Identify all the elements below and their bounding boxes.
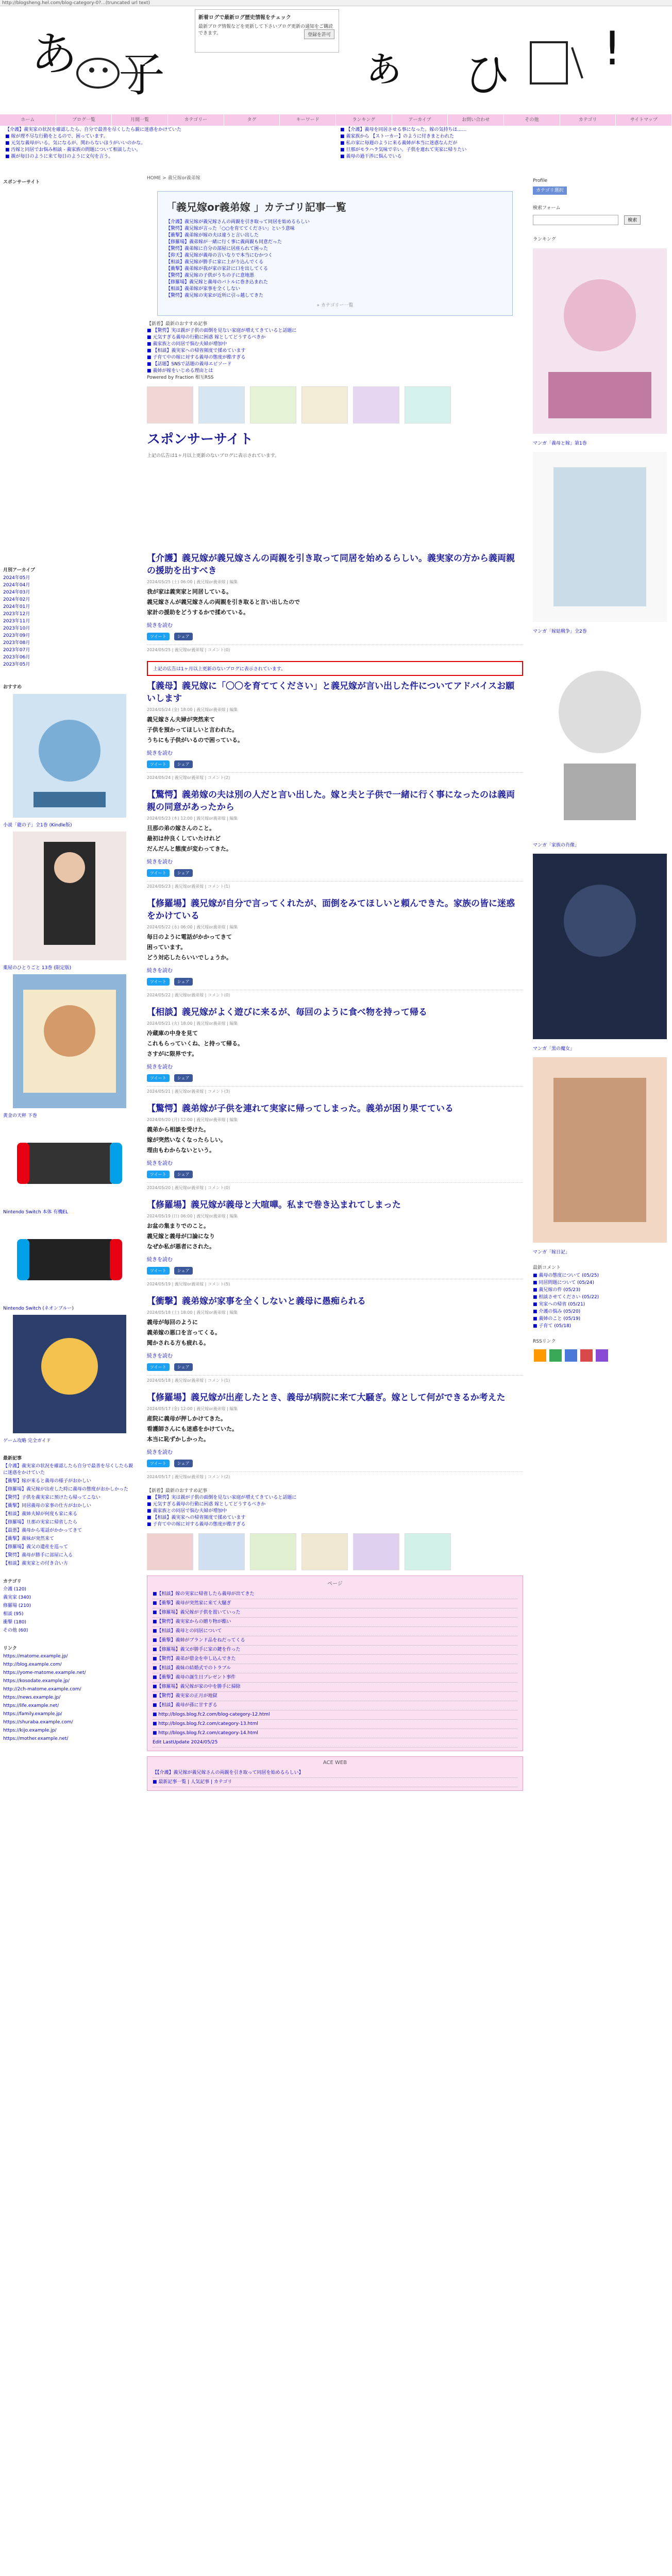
- ranking-title: ランキング: [533, 237, 556, 242]
- popup-body: 最新ブログ情報などを更新して下さいブログ更新の通知をご購読できます。: [198, 24, 333, 36]
- article-meta: 2024/05/21 (火) 18:00 | 義兄嫁or義弟嫁 | 編集: [147, 1021, 238, 1026]
- nav-item[interactable]: ランキング: [336, 114, 392, 126]
- main-content: [147, 175, 523, 1796]
- article-block: [147, 1103, 523, 1191]
- news-box: [147, 321, 523, 381]
- ad-thumbnail[interactable]: [147, 1533, 193, 1570]
- article-block: [147, 897, 523, 998]
- article-body-line: 義弟嫁の悪口を言ってくる。: [147, 1329, 221, 1336]
- header-doodle: [67, 37, 160, 99]
- category-list-box: [157, 191, 513, 316]
- manga-cover-image[interactable]: [533, 640, 667, 836]
- read-more-link[interactable]: 続きを読む: [147, 859, 173, 865]
- ad-thumbnail[interactable]: [405, 386, 451, 423]
- header-logo-char-2: 子: [119, 48, 165, 102]
- article-block: [147, 1295, 523, 1383]
- browser-url-bar[interactable]: http://blogsheng.hel.com/blog-category-0?...(truncated url text): [0, 0, 672, 6]
- share-button[interactable]: シェア: [174, 760, 193, 768]
- external-link[interactable]: https://life.example.net/: [3, 1703, 59, 1708]
- read-more-link[interactable]: 続きを読む: [147, 1450, 173, 1455]
- article-body-line: 最初は仲良くしていたけれど: [147, 835, 221, 842]
- archive-link[interactable]: 2024年03月: [3, 590, 30, 595]
- share-button[interactable]: シェア: [174, 978, 193, 986]
- archive-link[interactable]: 2024年01月: [3, 604, 30, 609]
- share-button[interactable]: シェア: [174, 1171, 193, 1178]
- page-list-link[interactable]: ■【衝撃】義姉がブランド品をねだってくる: [153, 1636, 517, 1646]
- category-article-link[interactable]: 【驚愕】義兄嫁が言った「○○を育ててください」という意味: [166, 226, 295, 231]
- news-link[interactable]: ■ 子育て中の嫁に対する義母の態度が酷すぎる: [147, 1522, 246, 1527]
- nav-item[interactable]: タグ: [224, 114, 280, 126]
- article-body-line: 嫁が突然いなくなったらしい。: [147, 1137, 226, 1143]
- header-logo-char-3: ぁ: [361, 38, 407, 92]
- page-list-link[interactable]: ■【相談】義妹の結婚式でのトラブル: [153, 1664, 517, 1673]
- tweet-button[interactable]: ツイート: [147, 1460, 170, 1467]
- right-sidebar: [531, 175, 672, 1379]
- external-link[interactable]: http://2ch-matome.example.com/: [3, 1687, 81, 1692]
- book-link[interactable]: 小説「龍の子」全1巻 (Kindle版): [3, 823, 72, 828]
- external-link[interactable]: http://blog.example.com/: [3, 1662, 62, 1667]
- comments-title: 最新コメント: [533, 1265, 561, 1270]
- read-more-link[interactable]: 続きを読む: [147, 1064, 173, 1070]
- external-link[interactable]: https://mother.example.net/: [3, 1736, 69, 1741]
- external-link[interactable]: https://news.example.jp/: [3, 1695, 61, 1700]
- news-link[interactable]: ■ 【話題】SNSで話題の義母エピソード: [147, 362, 232, 367]
- book-cover-image[interactable]: [13, 694, 126, 818]
- article-meta: 2024/05/20 (月) 12:00 | 義兄嫁or義弟嫁 | 編集: [147, 1117, 238, 1122]
- article-title[interactable]: 【衝撃】義弟嫁が家事を全くしないと義母に愚痴られる: [147, 1296, 366, 1307]
- article-meta: 2024/05/19 (日) 06:00 | 義兄嫁or義弟嫁 | 編集: [147, 1214, 238, 1218]
- header-logo-char-4: ひ: [464, 48, 510, 102]
- read-more-link[interactable]: 続きを読む: [147, 968, 173, 974]
- header-logo-char-1: あ: [31, 27, 77, 81]
- product-image[interactable]: [13, 1218, 126, 1301]
- nav-item[interactable]: その他: [504, 114, 560, 126]
- headline-ticker: [0, 127, 672, 174]
- tweet-button[interactable]: ツイート: [147, 978, 170, 986]
- article-body-line: なぜか私が悪者にされた。: [147, 1243, 215, 1250]
- ticker-link[interactable]: ■ 汚嫁と同居でお悩み相談 - 義家族の問題について相談したい。: [5, 147, 141, 152]
- news-link[interactable]: ■ 義家族との同居で悩む夫婦が増加中: [147, 342, 227, 347]
- article-body-line: 産院に義母が押しかけてきた。: [147, 1415, 226, 1422]
- share-button[interactable]: シェア: [174, 1363, 193, 1371]
- tweet-button[interactable]: ツイート: [147, 1074, 170, 1082]
- page-list-link[interactable]: ■【修羅場】義兄嫁が子供を置いていった: [153, 1608, 517, 1618]
- popup-title: 新着ログで最新ログ歴史情報をチェック: [198, 15, 291, 21]
- ticker-link[interactable]: ■ 嫁が理不尽な行動をとるので、困っています。: [5, 134, 108, 139]
- archive-link[interactable]: 2023年09月: [3, 633, 30, 638]
- category-more-link[interactable]: » カテゴリー一覧: [316, 303, 354, 308]
- category-article-link[interactable]: 【驚愕】義弟嫁に自分の部屋に居座られて困った: [166, 246, 268, 251]
- article-body-line: さすがに限界です。: [147, 1050, 198, 1057]
- comment-link[interactable]: ■ 子育て (05/18): [533, 1324, 572, 1329]
- external-link[interactable]: https://kosodate.example.jp/: [3, 1679, 70, 1684]
- page-list-link[interactable]: ■【修羅場】義父が勝手に家の鍵を作った: [153, 1646, 517, 1655]
- article-block: [147, 552, 523, 653]
- ad-thumbnail[interactable]: [250, 1533, 296, 1570]
- article-body-line: だんだんと態度が変わってきた。: [147, 845, 232, 852]
- ticker-link[interactable]: ■ 旦那がモラハラ気味で辛い。子供を連れて実家に帰りたい: [340, 147, 467, 152]
- article-body-line: 聞かされる方も疲れる。: [147, 1340, 209, 1346]
- article-footer: 2024/05/22 | 義兄嫁or義弟嫁 | コメント(0): [147, 990, 523, 998]
- news-link[interactable]: ■ 【相談】義実家への帰省頻度で揉めています: [147, 1515, 246, 1520]
- search-title: 検索フォーム: [533, 206, 561, 211]
- page-list-link[interactable]: ■ http://blogs.blog.fc2.com/blog-category-12.html: [153, 1710, 517, 1720]
- main-nav: [0, 114, 672, 126]
- archive-link[interactable]: 2024年04月: [3, 583, 30, 588]
- article-body-line: 本当に恥ずかしかった。: [147, 1436, 209, 1443]
- page-list-link[interactable]: ■ http://blogs.blog.fc2.com/category-13.html: [153, 1720, 517, 1729]
- ticker-link[interactable]: ■ 義家族から 【ストーカー】のように付きまとわれた: [340, 134, 455, 139]
- category-article-link[interactable]: 【相談】義弟嫁が家事を全くしない: [166, 286, 241, 292]
- ticker-link[interactable]: ■ 元気な義母がいる。気になるが、関わらないほうがいいのかな。: [5, 141, 146, 146]
- page-list-link[interactable]: ■【修羅場】義兄嫁が家の中を勝手に掃除: [153, 1683, 517, 1692]
- ticker-link[interactable]: ■ 義母の過干渉に悩んでいる: [340, 154, 402, 159]
- news-box-bottom: [147, 1488, 523, 1528]
- article-body-line: 義兄嫁さん夫婦が突然来て: [147, 716, 215, 723]
- product-link[interactable]: Nintendo Switch 本体 有機EL: [3, 1210, 68, 1215]
- category-article-link[interactable]: 【介護】義兄嫁が義兄嫁さんの両親を引き取って同居を始めるらしい: [166, 219, 310, 225]
- recent-entries-title: 最新記事: [3, 1456, 22, 1461]
- sponsor-title: スポンサーサイト: [147, 432, 254, 447]
- book-link[interactable]: ゲーム攻略 完全ガイド: [3, 1438, 51, 1444]
- archive-link[interactable]: 2023年11月: [3, 619, 30, 624]
- page-list-link[interactable]: ■【相談】義母が孫に甘すぎる: [153, 1701, 517, 1710]
- manga-link[interactable]: マンガ「家族の肖像」: [533, 843, 580, 848]
- article-body-line: うちにも子供がいるので困っている。: [147, 737, 243, 743]
- nav-item[interactable]: キーワード: [280, 114, 336, 126]
- archive-link[interactable]: 2024年02月: [3, 597, 30, 602]
- rss-title: RSSリンク: [533, 1339, 556, 1344]
- category-link[interactable]: 介護 (120): [3, 1587, 27, 1592]
- category-link[interactable]: 衝撃 (180): [3, 1620, 27, 1625]
- article-footer: 2024/05/19 | 義兄嫁or義弟嫁 | コメント(5): [147, 1279, 523, 1287]
- article-body-line: 理由もわからないという。: [147, 1147, 215, 1154]
- archive-link[interactable]: 2023年05月: [3, 662, 30, 667]
- read-more-link[interactable]: 続きを読む: [147, 1353, 173, 1359]
- article-footer: 2024/05/25 | 義兄嫁or義弟嫁 | コメント(0): [147, 645, 523, 653]
- search-button[interactable]: 検索: [624, 215, 641, 225]
- ace-web-title: ACE WEB: [323, 1760, 347, 1766]
- ad-thumbnail[interactable]: [301, 1533, 348, 1570]
- article-body-line: 困っています。: [147, 944, 187, 951]
- book-cover-image[interactable]: [13, 1315, 126, 1433]
- ace-web-link[interactable]: 【【介護】義兄嫁が義兄嫁さんの両親を引き取って同居を始めるらしい】: [153, 1769, 517, 1778]
- ad-row: [147, 1533, 523, 1570]
- category-article-link[interactable]: 【衝撃】義弟嫁が我が家の家計に口を出してくる: [166, 266, 268, 272]
- profile-category-button[interactable]: カテゴリ選択: [533, 187, 567, 195]
- article-block: [147, 680, 523, 781]
- share-button[interactable]: シェア: [174, 869, 193, 877]
- share-button[interactable]: シェア: [174, 633, 193, 640]
- ticker-link[interactable]: ■ 私の家に毎週のように来る義姉が本当に迷惑なんだが: [340, 141, 458, 146]
- ticker-link[interactable]: ■ 親が毎日のように来て毎日のように文句を言う。: [5, 154, 113, 159]
- manga-link[interactable]: マンガ「嫁日記」: [533, 1250, 570, 1255]
- article-footer: 2024/05/21 | 義兄嫁or義弟嫁 | コメント(3): [147, 1086, 523, 1094]
- external-link[interactable]: https://shuraba.example.com/: [3, 1720, 73, 1725]
- article-title[interactable]: 【修羅場】義兄嫁が義母と大喧嘩。私まで巻き込まれてしまった: [147, 1200, 401, 1210]
- sponsor-red-box[interactable]: 上記の広告は1ヶ月以上更新のないブログに表示されています。: [147, 661, 523, 676]
- recent-entry-link[interactable]: 【修羅場】義兄嫁が出産した時に義母の態度がおかしかった: [3, 1487, 129, 1492]
- article-title[interactable]: 【驚愕】義弟嫁が子供を連れて実家に帰ってしまった。義弟が困り果てている: [147, 1104, 453, 1114]
- nav-item[interactable]: アーカイブ: [392, 114, 448, 126]
- search-form: [531, 213, 672, 227]
- page-list-link[interactable]: ■【驚愕】義実家からの贈り物が酷い: [153, 1618, 517, 1627]
- ad-thumbnail[interactable]: [301, 386, 348, 423]
- page-list-link[interactable]: ■【相談】義母との同居について: [153, 1627, 517, 1636]
- article-title[interactable]: 【修羅場】義兄嫁が自分で言ってくれたが、面倒をみてほしいと頼んできた。家族の皆に迷惑をかけている: [147, 899, 515, 921]
- article-body-line: 我が家は義実家と同居している。: [147, 588, 232, 595]
- article-meta: 2024/05/17 (金) 12:00 | 義兄嫁or義弟嫁 | 編集: [147, 1406, 238, 1411]
- comment-link[interactable]: ■ 義姉のこと (05/19): [533, 1316, 581, 1321]
- article-block: [147, 1392, 523, 1480]
- recent-entry-link[interactable]: 【相談】義実家との付き合い方: [3, 1561, 69, 1566]
- category-article-link[interactable]: 【修羅場】義弟嫁が一緒に行く事に義両親も同意だった: [166, 240, 282, 245]
- nav-item[interactable]: ブログ一覧: [56, 114, 112, 126]
- ad-thumbnail[interactable]: [405, 1533, 451, 1570]
- nav-item[interactable]: 月間一覧: [112, 114, 168, 126]
- article-block: [147, 789, 523, 889]
- article-body-line: 義母が毎回のように: [147, 1319, 198, 1326]
- article-body-line: 毎日のように電話がかかってきて: [147, 934, 232, 940]
- read-more-link[interactable]: 続きを読む: [147, 1257, 173, 1263]
- header-logo-char-5: !: [603, 22, 622, 76]
- category-article-link[interactable]: 【驚愕】義兄嫁の実家が近所に引っ越してきた: [166, 293, 264, 298]
- tweet-button[interactable]: ツイート: [147, 1267, 170, 1275]
- ad-thumbnail[interactable]: [198, 1533, 245, 1570]
- left-section-title: スポンサーサイト: [3, 180, 40, 185]
- manga-cover-image[interactable]: [533, 452, 667, 622]
- read-more-link[interactable]: 続きを読む: [147, 1161, 173, 1166]
- ace-web-box: [147, 1756, 523, 1791]
- external-link[interactable]: https://kijo.example.jp/: [3, 1728, 57, 1733]
- left-sidebar: [0, 175, 139, 1744]
- ticker-link[interactable]: ■ 【介護】義母を同居させる事になった。嫁の気持ちは……: [340, 127, 467, 132]
- news-link[interactable]: ■ 義家族との同居で悩む夫婦が増加中: [147, 1509, 227, 1514]
- page-list-link[interactable]: ■【驚愕】義弟が借金を申し込んできた: [153, 1655, 517, 1664]
- ad-thumbnail[interactable]: [353, 1533, 399, 1570]
- ad-thumbnail[interactable]: [147, 386, 193, 423]
- article-body-line: 家計の援助をどうするかで揉めている。: [147, 609, 249, 616]
- book-link[interactable]: 薬屋のひとりごと 13巻 (限定版): [3, 965, 72, 971]
- header-doodle-right: [520, 32, 593, 99]
- share-button[interactable]: シェア: [174, 1074, 193, 1082]
- article-meta: 2024/05/22 (水) 06:00 | 義兄嫁or義弟嫁 | 編集: [147, 925, 238, 929]
- rss-icon-grid[interactable]: [531, 1346, 665, 1377]
- article-body-line: 冷蔵庫の中身を見て: [147, 1030, 198, 1037]
- category-link[interactable]: 義実家 (340): [3, 1595, 31, 1600]
- page-list-link[interactable]: ■【相談】嫁の実家に帰省したら義母が出てきた: [153, 1590, 517, 1599]
- article-title[interactable]: 【介護】義兄嫁が義兄嫁さんの両親を引き取って同居を始めるらしい。義実家の方から義両親の援助を出すべき: [147, 553, 515, 576]
- tweet-button[interactable]: ツイート: [147, 1363, 170, 1371]
- comment-link[interactable]: ■ 介護の悩み (05/20): [533, 1309, 581, 1314]
- article-title[interactable]: 【驚愕】義弟嫁の夫は別の人だと言い出した。嫁と夫と子供で一緒に行く事になったのは義両親の同意があったから: [147, 790, 515, 812]
- category-article-link[interactable]: 【驚愕】義兄嫁の子供がうちの子に意地悪: [166, 273, 255, 278]
- news-link[interactable]: ■ 元気すぎる義母の行動に困惑 嫁としてどうするべきか: [147, 1502, 266, 1507]
- external-link[interactable]: https://family.example.jp/: [3, 1711, 62, 1717]
- category-article-link[interactable]: 【修羅場】義兄嫁と義母のバトルに巻き込まれた: [166, 280, 268, 285]
- page-list-box: [147, 1575, 523, 1751]
- article-title[interactable]: 【修羅場】義兄嫁が出産したとき、義母が病院に来て大騒ぎ。嫁として何ができるか考えた: [147, 1393, 506, 1403]
- tweet-button[interactable]: ツイート: [147, 633, 170, 640]
- article-body-line: 義弟から相談を受けた。: [147, 1126, 209, 1133]
- recent-entry-link[interactable]: 【修羅場】義父の遺産を巡って: [3, 1545, 69, 1550]
- ad-thumbnail[interactable]: [250, 386, 296, 423]
- manga-cover-image[interactable]: [533, 854, 667, 1039]
- article-title[interactable]: 【相談】義兄嫁がよく遊びに来るが、毎回のように食べ物を持って帰る: [147, 1007, 427, 1018]
- page-list-link[interactable]: ■【衝撃】義母の誕生日プレゼント事件: [153, 1673, 517, 1683]
- profile-title: Profile: [533, 178, 547, 183]
- article-body-line: 旦那の弟の嫁さんのこと。: [147, 825, 215, 832]
- popup-allow-button[interactable]: 登録を許可: [304, 29, 334, 39]
- external-link[interactable]: https://yome-matome.example.net/: [3, 1670, 86, 1675]
- ad-thumbnail[interactable]: [353, 386, 399, 423]
- page-list-link[interactable]: ■【衝撃】義母が突然家に来て大騒ぎ: [153, 1599, 517, 1608]
- article-footer: 2024/05/18 | 義兄嫁or義弟嫁 | コメント(1): [147, 1375, 523, 1383]
- search-input[interactable]: [533, 215, 618, 225]
- article-body-line: お盆の集まりでのこと。: [147, 1223, 209, 1229]
- article-block: [147, 1199, 523, 1287]
- product-link[interactable]: Nintendo Switch (ネオンブルー): [3, 1306, 74, 1311]
- category-title: 「義兄嫁or義弟嫁 」カテゴリ記事一覧: [166, 201, 346, 213]
- category-link[interactable]: 相談 (95): [3, 1612, 24, 1617]
- page-list-title: ページ: [327, 1581, 343, 1587]
- recent-entry-link[interactable]: 【衝撃】義妹が突然来て: [3, 1536, 55, 1541]
- sponsor-note: 上記の広告は1ヶ月以上更新のないブログに表示されています。: [147, 453, 280, 459]
- recent-entry-link[interactable]: 【衝撃】嫁が来ると義母の様子がおかしい: [3, 1479, 92, 1484]
- article-meta: 2024/05/24 (金) 18:00 | 義兄嫁or義弟嫁 | 編集: [147, 707, 238, 712]
- page-edit-info: Edit LastUpdate 2024/05/25: [153, 1738, 517, 1748]
- links-title: リンク: [3, 1646, 17, 1651]
- product-image[interactable]: [13, 1122, 126, 1205]
- ad-thumbnail[interactable]: [198, 386, 245, 423]
- article-meta: 2024/05/18 (土) 18:00 | 義兄嫁or義弟嫁 | 編集: [147, 1310, 238, 1315]
- book-cover-image[interactable]: [13, 974, 126, 1108]
- tweet-button[interactable]: ツイート: [147, 1171, 170, 1178]
- article-block: [147, 1006, 523, 1094]
- recent-entry-link[interactable]: 【修羅場】旦那の実家に帰省したら: [3, 1520, 78, 1525]
- read-more-link[interactable]: 続きを読む: [147, 623, 173, 629]
- manga-link[interactable]: マンガ「黒の魔女」: [533, 1046, 575, 1052]
- book-link[interactable]: 黄金の天秤 下巻: [3, 1113, 37, 1118]
- notification-popup: [195, 9, 339, 53]
- article-footer: 2024/05/24 | 義兄嫁or義弟嫁 | コメント(2): [147, 772, 523, 781]
- categories-title: カテゴリ: [3, 1579, 22, 1584]
- category-article-link[interactable]: 【仰天】義兄嫁が義母の言いなりで本当にむかつく: [166, 253, 273, 258]
- archive-link[interactable]: 2023年08月: [3, 640, 30, 646]
- external-link[interactable]: https://matome.example.jp/: [3, 1654, 68, 1659]
- tweet-button[interactable]: ツイート: [147, 869, 170, 877]
- news-link[interactable]: ■ 【驚愕】実は親が子供の面倒を見ない家庭が増えてきていると話題に: [147, 1495, 297, 1500]
- recent-entry-link[interactable]: 【介護】義実家の状況を確認したら自分で最善を尽くしたら親に迷惑をかけていた: [3, 1464, 133, 1476]
- comment-link[interactable]: ■ 実家への帰省 (05/21): [533, 1302, 585, 1307]
- article-footer: 2024/05/23 | 義兄嫁or義弟嫁 | コメント(1): [147, 881, 523, 889]
- ad-row: [147, 386, 523, 423]
- news-link[interactable]: ■ 義姉が嫁をいじめる理由とは: [147, 368, 213, 374]
- article-title[interactable]: 【義母】義兄嫁に「〇〇を育ててください」と義兄嫁が言い出した件についてアドバイスお願いします: [147, 681, 515, 704]
- article-meta: 2024/05/25 (土) 06:00 | 義兄嫁or義弟嫁 | 編集: [147, 580, 238, 584]
- archive-link[interactable]: 2023年12月: [3, 612, 30, 617]
- recent-entry-link[interactable]: 【驚愕】子供を義実家に預けたら帰ってこない: [3, 1495, 101, 1500]
- news-box-title: 【新着】最新のおすすめ記事: [147, 321, 208, 327]
- nav-item[interactable]: ホーム: [0, 114, 56, 126]
- nav-item[interactable]: お問い合わせ: [448, 114, 504, 126]
- news-link[interactable]: ■ 【相談】義実家への帰省頻度で揉めています: [147, 348, 246, 353]
- news-link[interactable]: ■ 【驚愕】実は親が子供の面倒を見ない家庭が増えてきていると話題に: [147, 328, 297, 333]
- page-list-link[interactable]: ■【驚愕】義実家の正月が地獄: [153, 1692, 517, 1701]
- news-box-title: 【新着】最新のおすすめ記事: [147, 1488, 208, 1494]
- archive-title: 月別アーカイブ: [3, 568, 36, 573]
- news-box-footer: Powered by Fraction 相互RSS: [147, 375, 214, 380]
- category-link[interactable]: その他 (60): [3, 1628, 28, 1633]
- tweet-button[interactable]: ツイート: [147, 760, 170, 768]
- share-button[interactable]: シェア: [174, 1267, 193, 1275]
- comment-link[interactable]: ■ 相談させてください (05/22): [533, 1295, 599, 1300]
- article-meta: 2024/05/23 (木) 12:00 | 義兄嫁or義弟嫁 | 編集: [147, 816, 238, 821]
- book-cover-image[interactable]: [13, 832, 126, 960]
- article-body-line: 義兄嫁と義母が口論になり: [147, 1233, 215, 1240]
- comment-link[interactable]: ■ 義兄嫁の件 (05/23): [533, 1287, 581, 1293]
- article-body-line: これもらっていくね、と持って帰る。: [147, 1040, 243, 1047]
- ace-web-link[interactable]: ■ 最新記事一覧 | 人気記事 | カテゴリ: [153, 1778, 517, 1787]
- recommend-title: おすすめ: [3, 685, 22, 690]
- category-article-link[interactable]: 【衝撃】義弟嫁が嫁の夫は違うと言い出した: [166, 233, 259, 238]
- category-link[interactable]: 修羅場 (210): [3, 1603, 31, 1608]
- archive-link[interactable]: 2023年07月: [3, 648, 30, 653]
- article-body-line: 義兄嫁さんが義兄嫁さんの両親を引き取ると言い出したので: [147, 599, 300, 605]
- manga-link[interactable]: マンガ「嫁姑戦争」全2巻: [533, 629, 587, 634]
- article-footer: 2024/05/17 | 義兄嫁or義弟嫁 | コメント(2): [147, 1471, 523, 1480]
- nav-item[interactable]: カテゴリ: [560, 114, 616, 126]
- article-body-line: 看護師さんにも迷惑をかけていた。: [147, 1426, 238, 1432]
- archive-link[interactable]: 2023年06月: [3, 655, 30, 660]
- news-link[interactable]: ■ 子育て中の嫁に対する義母の態度が酷すぎる: [147, 355, 246, 360]
- article-footer: 2024/05/20 | 義兄嫁or義弟嫁 | コメント(0): [147, 1182, 523, 1191]
- read-more-link[interactable]: 続きを読む: [147, 751, 173, 756]
- share-button[interactable]: シェア: [174, 1460, 193, 1467]
- manga-cover-image[interactable]: [533, 1057, 667, 1243]
- news-link[interactable]: ■ 元気すぎる義母の行動に困惑 嫁としてどうするべきか: [147, 335, 266, 340]
- recent-entry-link[interactable]: 【驚愕】義母が勝手に部屋に入る: [3, 1553, 73, 1558]
- article-body-line: どう対応したらいいでしょうか。: [147, 954, 232, 961]
- archive-link[interactable]: 2024年05月: [3, 575, 30, 581]
- article-body-line: 子供を預かってほしいと言われた。: [147, 726, 238, 733]
- page-list-link[interactable]: ■ http://blogs.blog.fc2.com/category-14.html: [153, 1729, 517, 1738]
- nav-item[interactable]: サイトマップ: [616, 114, 672, 126]
- manga-cover-image[interactable]: [533, 248, 667, 434]
- nav-item[interactable]: カテゴリー: [168, 114, 224, 126]
- recent-entry-link[interactable]: 【相談】義姉夫婦が何度も家に来る: [3, 1512, 78, 1517]
- recent-entry-link[interactable]: 【最悪】義母から電話がかかってきて: [3, 1528, 82, 1533]
- archive-link[interactable]: 2023年10月: [3, 626, 30, 631]
- category-article-link[interactable]: 【相談】義兄嫁が勝手に家に上がり込んでくる: [166, 260, 264, 265]
- manga-link[interactable]: マンガ「義母と嫁」第1巻: [533, 441, 587, 446]
- ticker-link[interactable]: 【介護】義実家の状況を確認したら、自分で最善を尽くしたら親に迷惑をかけていた: [5, 127, 182, 132]
- comment-link[interactable]: ■ 義母の態度について (05/25): [533, 1273, 599, 1278]
- comment-link[interactable]: ■ 同居問題について (05/24): [533, 1280, 595, 1285]
- breadcrumb[interactable]: HOME > 義兄嫁or義弟嫁: [147, 176, 200, 181]
- recent-entry-link[interactable]: 【衝撃】同居義母の家事の仕方がおかしい: [3, 1503, 92, 1509]
